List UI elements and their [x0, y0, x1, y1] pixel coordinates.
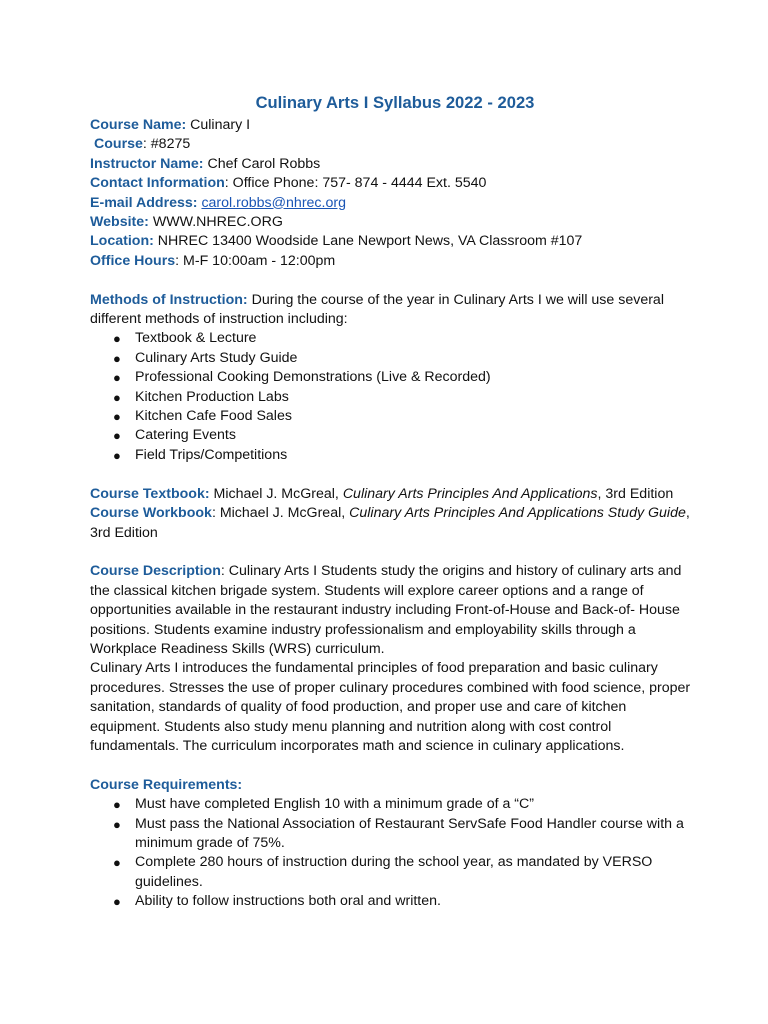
bullet-icon: ●	[113, 389, 121, 405]
list-item: ● Ability to follow instructions both oral and written.	[90, 892, 690, 911]
textbook-label: Course Textbook:	[90, 485, 210, 502]
bullet-icon: ●	[113, 797, 121, 813]
requirements-label: Course Requirements:	[90, 776, 243, 793]
requirements-heading	[90, 776, 690, 795]
list-item: ● Must pass the National Association of Restaurant ServSafe Food Handler course with a minimum grade of 75%.	[113, 815, 684, 851]
course-label: Course	[94, 136, 143, 153]
document-title: Culinary Arts I Syllabus 2022 - 2023	[255, 93, 535, 112]
methods-label: Methods of Instruction:	[90, 291, 248, 308]
description-line: sanitation, standards of quality of food production, and proper use and care of kitchen	[90, 699, 627, 716]
workbook-colon: :	[211, 505, 216, 522]
workbook-author: Michael J. McGreal,	[215, 505, 350, 522]
website-label: Website:	[90, 214, 149, 231]
course-name-line	[90, 116, 690, 135]
website-line	[90, 213, 690, 232]
workbook-label: Course Workbook	[90, 505, 212, 522]
list-item: ● Textbook & Lecture	[90, 329, 690, 348]
workbook-title: Culinary Arts Principles And Applications Study Guide	[349, 505, 686, 522]
description-line: equipment. Students also study menu planning and nutrition along with cost control	[90, 718, 612, 735]
list-item: ● Culinary Arts Study Guide	[90, 349, 690, 368]
description-label: Course Description	[90, 563, 221, 580]
description-line: Workplace Readiness Skills (WRS) curriculum.	[90, 640, 385, 657]
syllabus-document	[90, 92, 690, 912]
list-item: ● Professional Cooking Demonstrations (Live & Recorded)	[90, 368, 690, 387]
contact-line	[90, 174, 690, 193]
description-line: positions. Students examine industry professionalism and employability skills through a	[90, 621, 636, 638]
instructor-line	[90, 155, 690, 174]
course-name-label: Course Name:	[90, 117, 187, 133]
description-line: Culinary Arts I introduces the fundamental principles of food preparation and basic culinary	[90, 660, 658, 677]
bullet-icon: ●	[113, 816, 121, 832]
course-colon: :	[142, 136, 147, 153]
methods-line-1	[90, 291, 690, 310]
location-label: Location:	[90, 233, 154, 250]
contact-label: Contact Information	[90, 175, 225, 192]
workbook-comma: ,	[685, 505, 690, 522]
bullet-icon: ●	[113, 370, 121, 386]
office-hours-line	[90, 252, 690, 271]
description-line: procedures. Stresses the use of proper culinary procedures combined with food science, proper	[90, 679, 691, 696]
spacer	[90, 543, 690, 562]
email-line	[90, 194, 690, 213]
bullet-icon: ●	[113, 894, 121, 910]
textbook-line	[90, 485, 690, 504]
list-item: ● Field Trips/Competitions	[90, 446, 690, 465]
bullet-icon: ●	[113, 331, 121, 347]
bullet-icon: ●	[113, 409, 121, 425]
workbook-line	[90, 504, 690, 523]
list-item: ● Kitchen Cafe Food Sales	[90, 407, 690, 426]
description-line: opportunities available in the restaurant industry including Front-of-House and Back-of- House	[90, 602, 680, 619]
spacer	[90, 271, 690, 290]
textbook-title: Culinary Arts Principles And Applications	[342, 485, 598, 502]
office-hours-label: Office Hours	[90, 252, 176, 269]
bullet-icon: ●	[113, 428, 121, 444]
list-item: ● Complete 280 hours of instruction during the school year, as mandated by VERSO guidelines.	[113, 854, 653, 890]
website-value: WWW.NHREC.ORG	[148, 214, 283, 231]
description-line: fundamentals. The curriculum incorporates math and science in culinary applications.	[90, 737, 625, 754]
requirements-list	[90, 795, 690, 911]
textbook-author: Michael J. McGreal,	[209, 485, 343, 502]
bullet-icon: ●	[113, 350, 121, 366]
instructor-label: Instructor Name:	[90, 155, 204, 172]
course-name-value: Culinary I	[186, 117, 251, 133]
course-number-value: #8275	[146, 136, 191, 153]
workbook-edition: 3rd Edition	[90, 524, 158, 541]
spacer	[90, 465, 690, 484]
list-item: ● Kitchen Production Labs	[90, 388, 690, 407]
textbook-edition: , 3rd Edition	[597, 485, 674, 502]
methods-text-1: During the course of the year in Culinary Arts I we will use several	[247, 291, 664, 308]
contact-colon: :	[224, 175, 229, 192]
instructor-value: Chef Carol Robbs	[203, 155, 321, 172]
location-value: NHREC 13400 Woodside Lane Newport News, VA Classroom #107	[153, 233, 583, 250]
office-hours-colon: :	[175, 252, 180, 269]
description-line: the classical kitchen brigade system. Students will explore career options and a range of	[90, 582, 644, 599]
spacer	[90, 756, 690, 775]
location-line	[90, 232, 690, 251]
description-colon: :	[220, 563, 225, 580]
bullet-icon: ●	[113, 855, 121, 871]
methods-list	[90, 329, 690, 465]
description-line-1: Course Description: Culinary Arts I Students study the origins and history of culinary arts and	[90, 563, 682, 580]
list-item: ● Catering Events	[90, 426, 690, 445]
bullet-icon: ●	[113, 447, 121, 463]
course-number-line	[90, 135, 690, 154]
email-link[interactable]: carol.robbs@nhrec.org	[201, 194, 346, 211]
email-label: E-mail Address:	[90, 194, 198, 211]
contact-value: Office Phone: 757- 874 - 4444 Ext. 5540	[228, 175, 487, 192]
list-item: ● Must have completed English 10 with a minimum grade of a “C”	[90, 795, 690, 814]
methods-line-2: different methods of instruction including:	[90, 311, 348, 328]
office-hours-value: M-F 10:00am - 12:00pm	[179, 252, 336, 269]
